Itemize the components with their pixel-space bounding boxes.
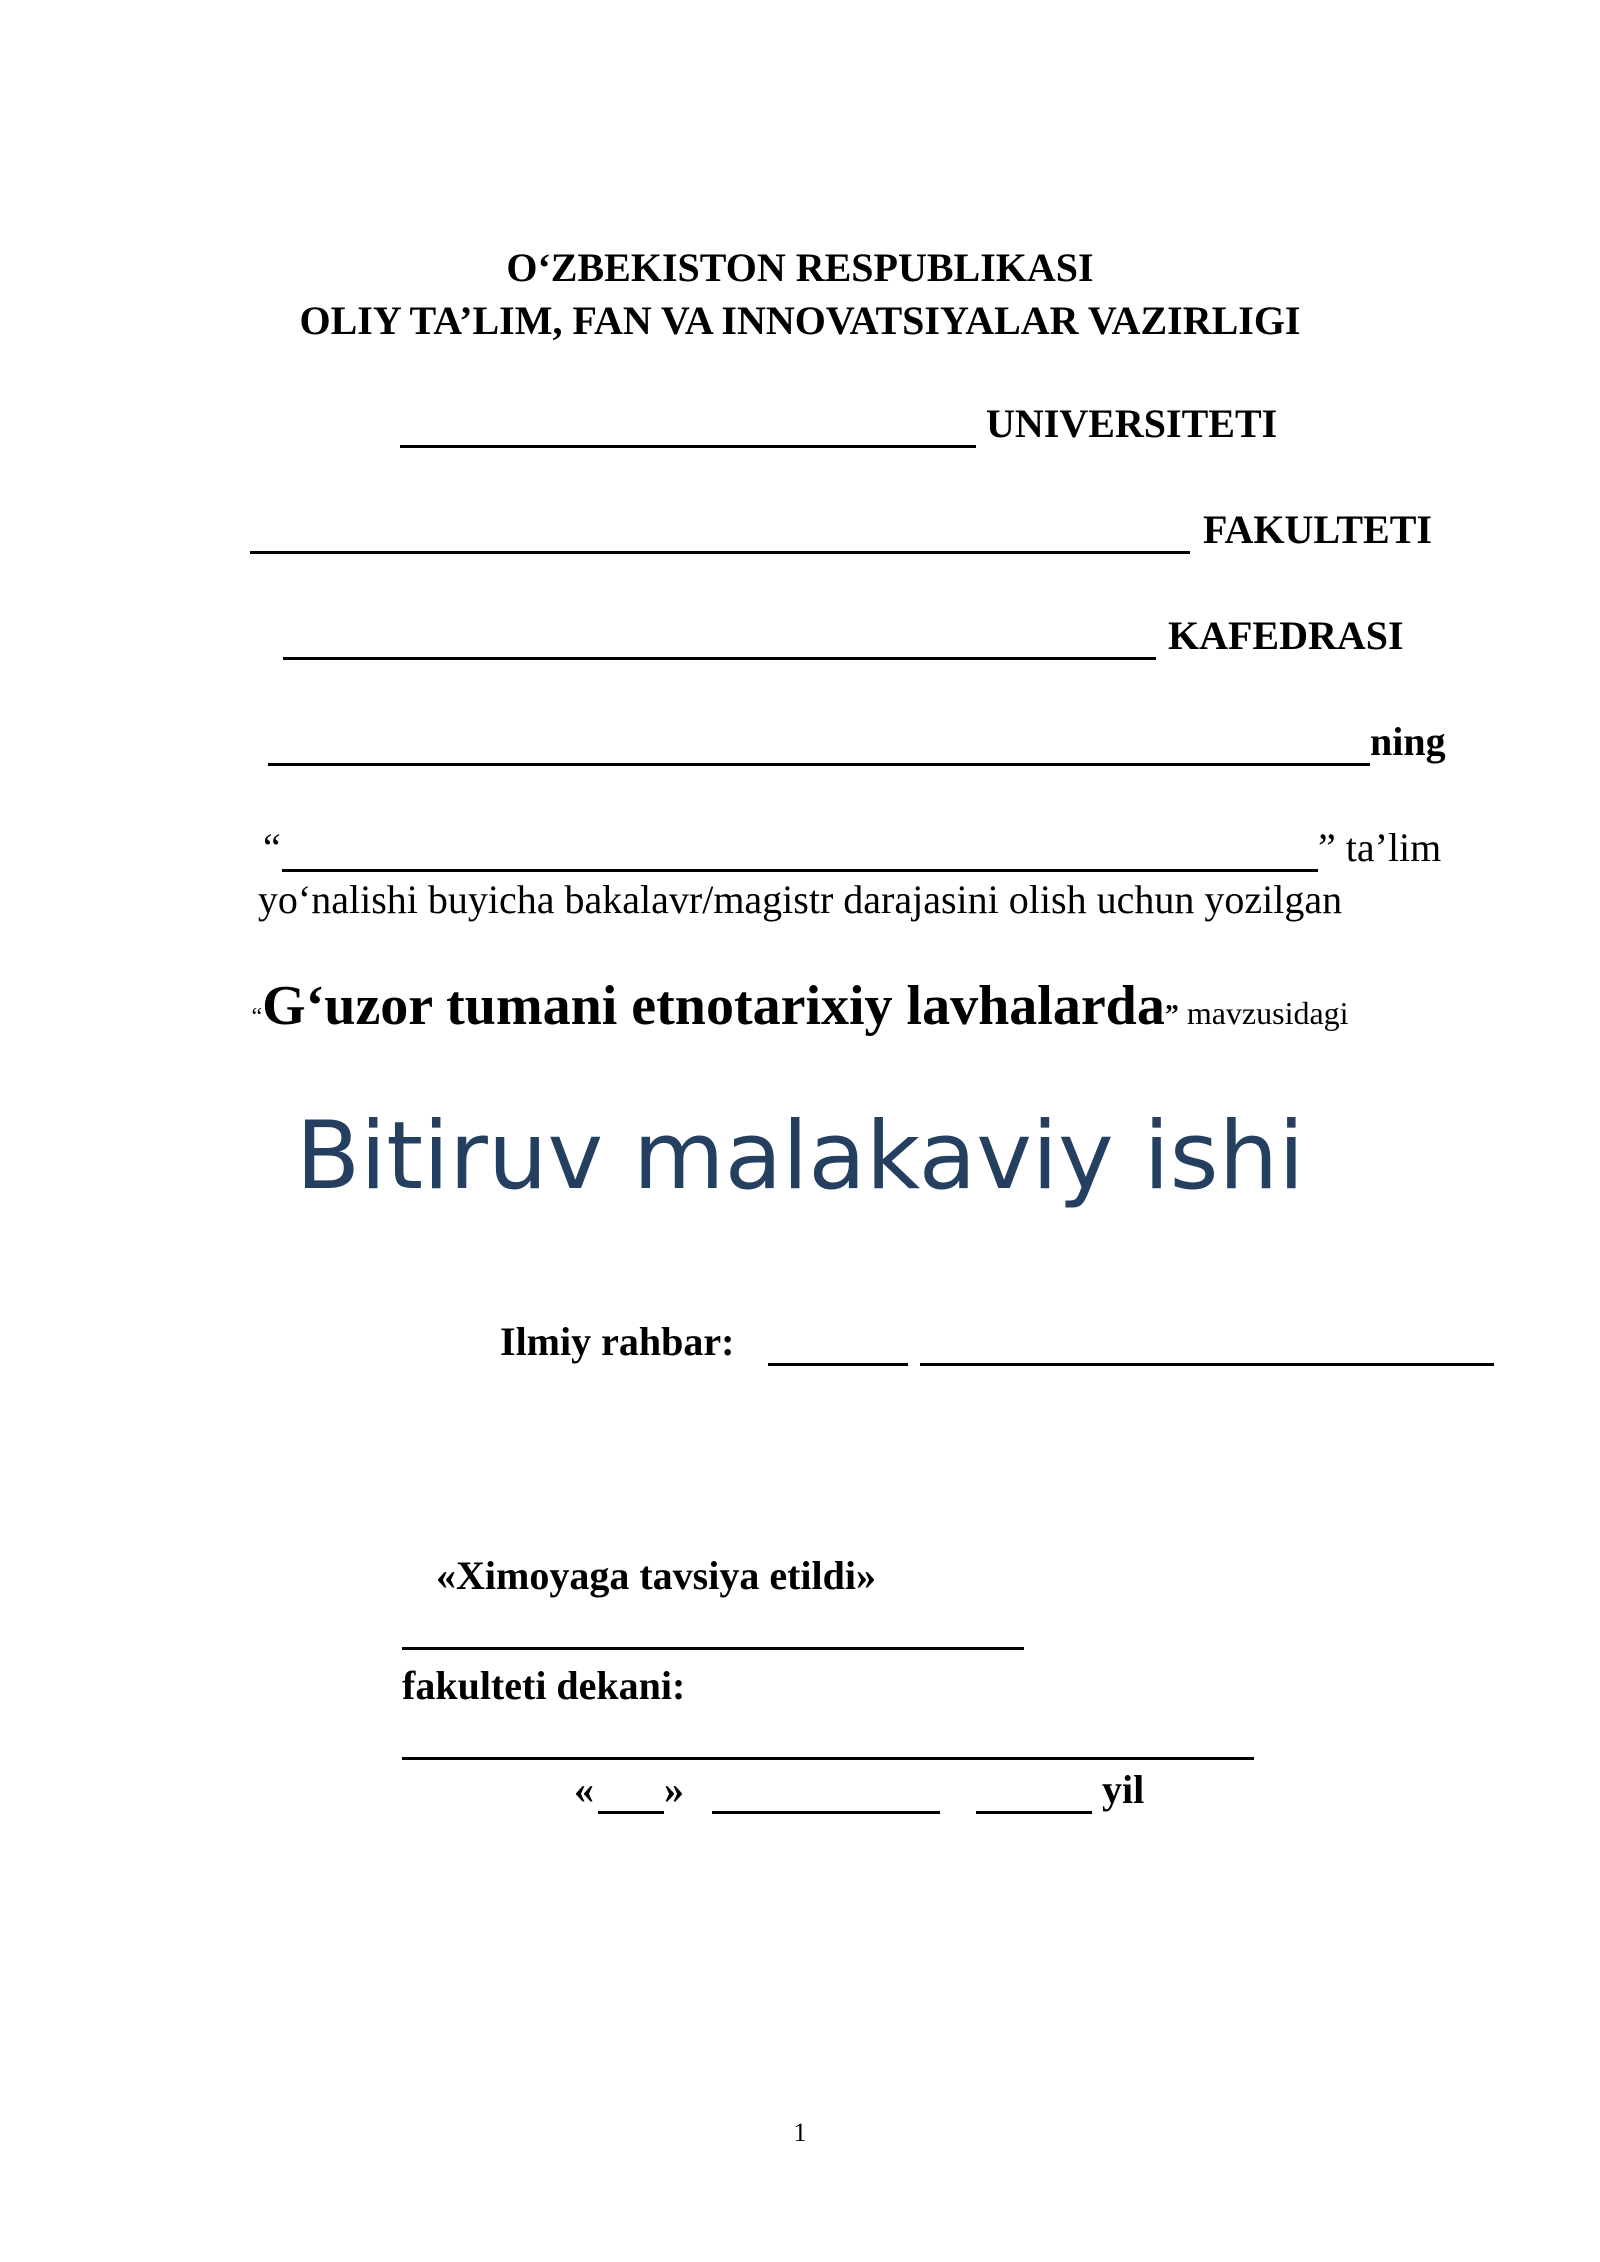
dean-label: fakulteti dekani: xyxy=(402,1663,686,1708)
department-blank xyxy=(283,656,1156,660)
month-blank xyxy=(712,1810,940,1814)
topic-line xyxy=(0,974,1600,1038)
topic-close-quote: ” xyxy=(1164,1000,1179,1031)
supervisor-label: Ilmiy rahbar: xyxy=(500,1319,735,1364)
faculty-name-blank xyxy=(402,1646,1024,1650)
direction-close-quote: ” ta’lim xyxy=(1318,825,1442,870)
date-open-quote: « xyxy=(574,1767,594,1812)
year-blank xyxy=(976,1810,1092,1814)
document-title: Bitiruv malakaviy ishi xyxy=(295,1102,1305,1211)
supervisor-title-blank xyxy=(768,1362,908,1366)
ministry-heading: OLIY TA’LIM, FAN VA INNOVATSIYALAR VAZIRLIGI xyxy=(299,298,1301,343)
direction-blank xyxy=(282,868,1318,872)
faculty-label: FAKULTETI xyxy=(1203,507,1432,552)
university-blank xyxy=(400,444,976,448)
student-name-blank xyxy=(268,762,1370,766)
university-label: UNIVERSITETI xyxy=(986,401,1278,446)
topic-open-quote: “ xyxy=(251,1004,263,1030)
dean-name-blank xyxy=(402,1756,1254,1760)
student-suffix: ning xyxy=(1370,719,1446,764)
day-blank xyxy=(598,1810,664,1814)
faculty-blank xyxy=(250,550,1190,554)
date-close-quote: » xyxy=(664,1767,684,1812)
year-label: yil xyxy=(1102,1767,1145,1812)
republic-heading: O‘ZBEKISTON RESPUBLIKASI xyxy=(506,245,1094,290)
approval-heading: «Ximoyaga tavsiya etildi» xyxy=(436,1553,876,1598)
supervisor-name-blank xyxy=(920,1362,1494,1366)
direction-description: yo‘nalishi buyicha bakalavr/magistr darajasini olish uchun yozilgan xyxy=(257,877,1343,922)
page-number: 1 xyxy=(793,2118,807,2147)
department-label: KAFEDRASI xyxy=(1168,613,1404,658)
topic-text: G‘uzor tumani etnotarixiy lavhalarda xyxy=(262,975,1165,1037)
topic-suffix: mavzusidagi xyxy=(1178,995,1349,1031)
direction-open-quote: “ xyxy=(263,825,281,870)
